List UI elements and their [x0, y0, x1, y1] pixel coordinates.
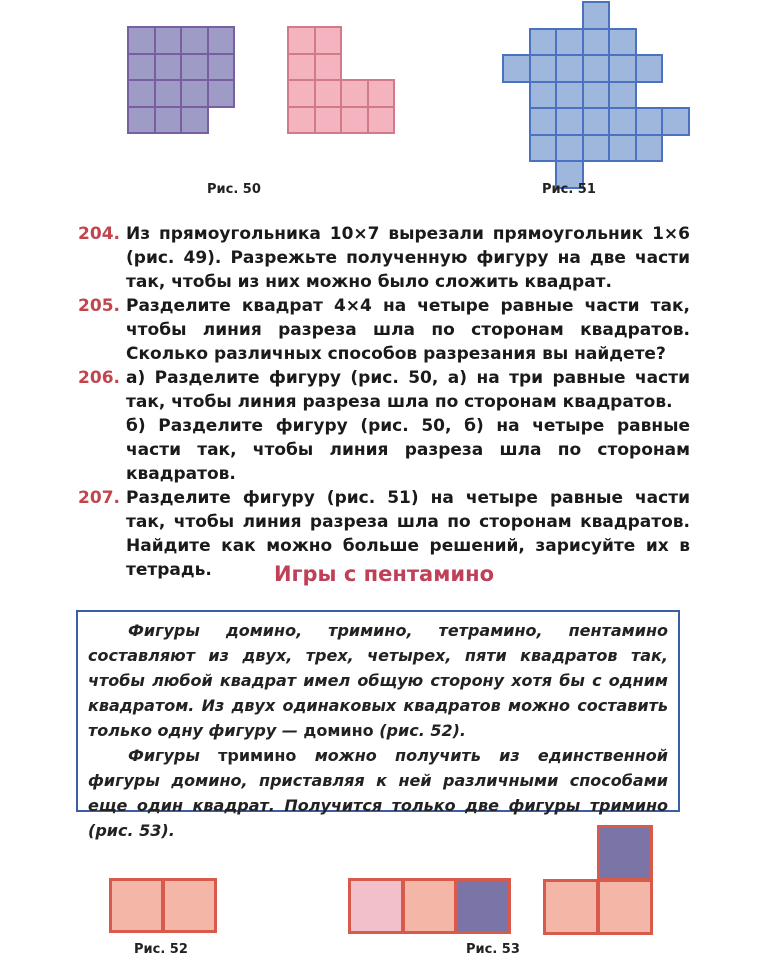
grid-cell	[287, 79, 316, 108]
problem-text: Разделите фигуру (рис. 51) на четыре равные части так, чтобы линия разреза шла по сторонам квадратов. Найдите как можно больше решений, зарисуйте их в тетрадь.	[126, 488, 690, 580]
grid-cell	[180, 79, 209, 108]
grid-cell	[109, 878, 164, 933]
grid-cell	[127, 53, 156, 82]
problem-text: а) Разделите фигуру (рис. 50, а) на три равные части так, чтобы линия разреза шла по сторонам квадратов.	[126, 368, 690, 412]
grid-cell	[608, 54, 637, 83]
grid-cell	[180, 53, 209, 82]
grid-cell	[597, 825, 653, 881]
problem-number: 204.	[78, 224, 120, 244]
definition-paragraph-2	[88, 743, 668, 843]
grid-cell	[207, 26, 236, 55]
grid-cell	[314, 53, 343, 82]
grid-cell	[340, 79, 369, 108]
grid-cell	[529, 107, 558, 136]
grid-cell	[555, 28, 584, 57]
grid-cell	[154, 53, 183, 82]
grid-cell	[635, 134, 664, 163]
grid-cell	[608, 107, 637, 136]
problem-number: 207.	[78, 488, 120, 508]
grid-cell	[529, 134, 558, 163]
grid-cell	[127, 79, 156, 108]
term-domino: домино	[303, 721, 374, 740]
definition-text: (рис. 52).	[379, 721, 466, 740]
grid-cell	[635, 107, 664, 136]
grid-cell	[348, 878, 404, 934]
grid-cell	[127, 106, 156, 135]
grid-cell	[608, 28, 637, 57]
problem-206	[70, 366, 690, 486]
term-trimino: тримино	[218, 746, 297, 765]
grid-cell	[367, 106, 396, 135]
grid-cell	[555, 81, 584, 110]
grid-cell	[555, 54, 584, 83]
grid-cell	[154, 26, 183, 55]
problem-text: Из прямоугольника 10×7 вырезали прямоугольник 1×6 (рис. 49). Разрежьте полученную фигуру на две части так, чтобы из них можно было сложить квадрат.	[126, 224, 690, 292]
grid-cell	[555, 134, 584, 163]
grid-cell	[582, 107, 611, 136]
definition-text: можно получить из единственной фигуры домино, приставляя к ней различными способами еще один квадрат. Получится только две фигуры тримино (рис. 53).	[88, 746, 669, 840]
grid-cell	[543, 879, 599, 935]
grid-cell	[582, 28, 611, 57]
grid-cell	[154, 106, 183, 135]
figure-53-caption: Рис. 53	[466, 942, 520, 957]
grid-cell	[529, 28, 558, 57]
grid-cell	[314, 26, 343, 55]
problem-205	[70, 294, 690, 366]
grid-cell	[340, 106, 369, 135]
grid-cell	[207, 79, 236, 108]
grid-cell	[287, 106, 316, 135]
problem-number: 205.	[78, 296, 120, 316]
problem-list	[70, 222, 690, 582]
grid-cell	[582, 134, 611, 163]
grid-cell	[608, 81, 637, 110]
grid-cell	[314, 79, 343, 108]
grid-cell	[661, 107, 690, 136]
grid-cell	[287, 53, 316, 82]
grid-cell	[529, 54, 558, 83]
grid-cell	[555, 107, 584, 136]
problem-number: 206.	[78, 368, 120, 388]
grid-cell	[529, 81, 558, 110]
section-title: Игры с пентамино	[273, 562, 495, 586]
problem-text: б) Разделите фигуру (рис. 50, б) на четыре равные части так, чтобы линия разреза шла по сторонам квадратов.	[126, 416, 690, 484]
definition-paragraph-1	[88, 618, 668, 743]
figure-52-caption: Рис. 52	[134, 942, 188, 957]
problem-text: Разделите квадрат 4×4 на четыре равные части так, чтобы линия разреза шла по сторонам квадратов. Сколько различных способов разрезания вы найдете?	[126, 296, 690, 364]
grid-cell	[180, 26, 209, 55]
grid-cell	[162, 878, 217, 933]
definition-text: Фигуры	[128, 746, 200, 765]
grid-cell	[287, 26, 316, 55]
problem-204	[70, 222, 690, 294]
grid-cell	[367, 79, 396, 108]
definition-text: Фигуры домино, тримино, тетрамино, пентамино составляют из двух, трех, четырех, пяти квадратов так, чтобы любой квадрат имел общую сторону хотя бы с одним квадратом. Из двух одинаковых квадратов можно составить только одну фигуру —	[88, 621, 668, 740]
grid-cell	[180, 106, 209, 135]
grid-cell	[502, 54, 531, 83]
grid-cell	[582, 54, 611, 83]
figure-50-caption: Рис. 50	[207, 182, 261, 197]
grid-cell	[608, 134, 637, 163]
grid-cell	[582, 1, 611, 30]
grid-cell	[635, 54, 664, 83]
figure-51-caption: Рис. 51	[542, 182, 596, 197]
grid-cell	[597, 879, 653, 935]
definition-box	[76, 610, 680, 840]
grid-cell	[314, 106, 343, 135]
grid-cell	[402, 878, 458, 934]
grid-cell	[455, 878, 511, 934]
grid-cell	[127, 26, 156, 55]
grid-cell	[207, 53, 236, 82]
grid-cell	[154, 79, 183, 108]
grid-cell	[582, 81, 611, 110]
